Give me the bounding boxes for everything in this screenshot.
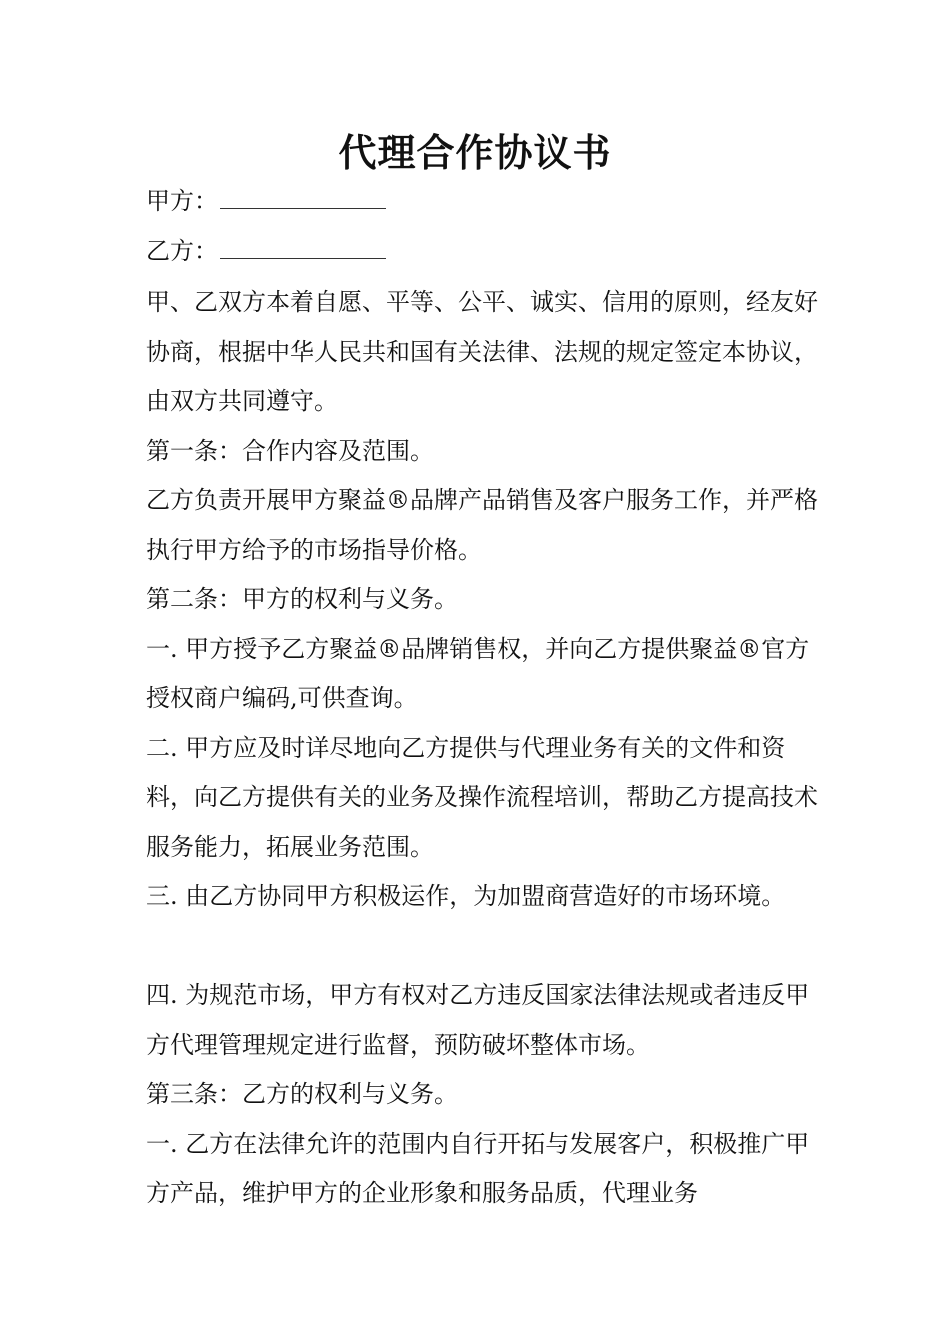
party-a-blank: [220, 188, 386, 209]
paragraph-gap: [146, 922, 826, 972]
article-2-item-4: 四. 为规范市场，甲方有权对乙方违反国家法律法规或者违反甲方代理管理规定进行监督，预防破坏整体市场。: [146, 981, 810, 1059]
article-2-heading: 第二条：甲方的权利与义务。: [146, 585, 458, 613]
party-a-line: [146, 186, 386, 216]
party-b-blank: [220, 238, 386, 259]
party-a-label: 甲方：: [146, 187, 218, 215]
article-2-item-2: 二. 甲方应及时详尽地向乙方提供与代理业务有关的文件和资料，向乙方提供有关的业务及操作流程培训，帮助乙方提高技术服务能力，拓展业务范围。: [146, 733, 818, 861]
document-title: 代理合作协议书: [338, 130, 612, 175]
article-3-item-1: 一. 乙方在法律允许的范围内自行开拓与发展客户，积极推广甲方产品，维护甲方的企业形象和服务品质，代理业务: [146, 1129, 810, 1207]
party-b-label: 乙方：: [146, 237, 218, 265]
article-1-heading: 第一条：合作内容及范围。: [146, 436, 434, 465]
article-1-paragraph: 乙方负责开展甲方聚益®品牌产品销售及客户服务工作，并严格执行甲方给予的市场指导价格。: [146, 486, 818, 564]
article-3-heading: 第三条：乙方的权利与义务。: [146, 1080, 458, 1108]
document-body: [146, 278, 826, 1219]
article-2-item-1: 一. 甲方授予乙方聚益®品牌销售权，并向乙方提供聚益®官方授权商户编码,可供查询。: [146, 634, 810, 712]
party-b-line: [146, 236, 386, 266]
preamble-paragraph: 甲、乙双方本着自愿、平等、公平、诚实、信用的原则，经友好协商，根据中华人民共和国有关法律、法规的规定签定本协议，由双方共同遵守。: [146, 288, 818, 415]
article-2-item-3: 三. 由乙方协同甲方积极运作，为加盟商营造好的市场环境。: [146, 882, 786, 910]
